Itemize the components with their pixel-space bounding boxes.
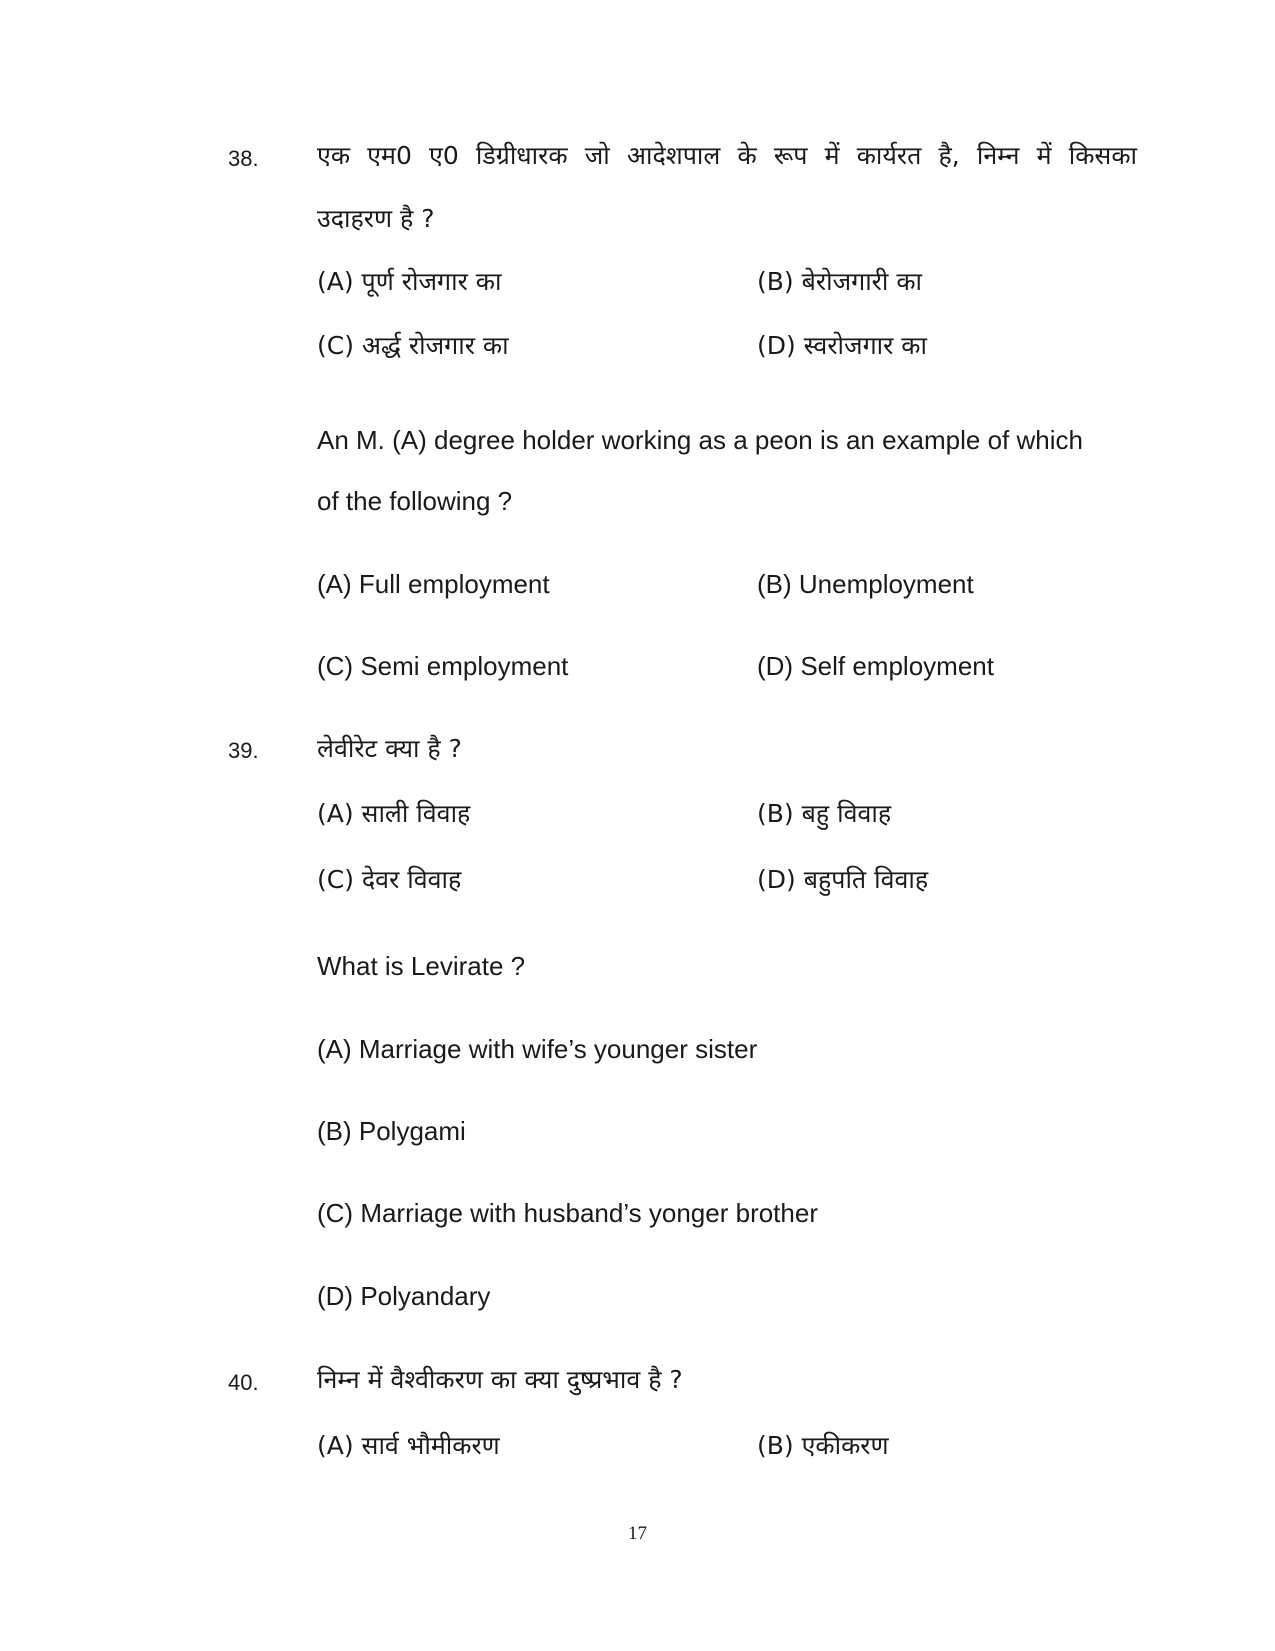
- question-number: 39.: [228, 738, 259, 763]
- question-39-hindi-stem: लेवीरेट क्या है ?: [317, 734, 462, 763]
- question-38-hindi-option-b: (B) बेरोजगारी का: [757, 267, 923, 296]
- question-38-english-option-c: (C) Semi employment: [317, 651, 569, 681]
- question-39-hindi-option-c: (C) देवर विवाह: [317, 865, 462, 894]
- question-39-english-option-b: (B) Polygami: [317, 1116, 466, 1146]
- question-39-hindi-option-a: (A) साली विवाह: [317, 799, 471, 828]
- question-38-hindi-option-d: (D) स्वरोजगार का: [757, 331, 927, 360]
- question-38-hindi-line-2: उदाहरण है ?: [317, 204, 435, 233]
- question-38-english-line-1: An M. (A) degree holder working as a peon is an example of which: [317, 425, 1083, 455]
- question-40-hindi-option-b: (B) एकीकरण: [757, 1431, 889, 1460]
- question-39-english-stem: What is Levirate ?: [317, 951, 526, 981]
- question-38-english-line-2: of the following ?: [317, 486, 513, 516]
- question-39-hindi-option-b: (B) बहु विवाह: [757, 799, 892, 828]
- question-38-english-option-a: (A) Full employment: [317, 569, 550, 599]
- question-number: 40.: [228, 1370, 259, 1395]
- question-number: 38.: [228, 146, 259, 171]
- question-40-hindi-stem: निम्न में वैश्वीकरण का क्या दुष्प्रभाव है ?: [317, 1365, 683, 1394]
- question-38-hindi-option-c: (C) अर्द्ध रोजगार का: [317, 331, 509, 360]
- question-39-english-option-d: (D) Polyandary: [317, 1281, 491, 1311]
- question-38-english-option-b: (B) Unemployment: [757, 569, 974, 599]
- question-39-english-option-a: (A) Marriage with wife’s younger sister: [317, 1034, 758, 1064]
- page-number: 17: [628, 1523, 647, 1544]
- question-39-hindi-option-d: (D) बहुपति विवाह: [757, 865, 929, 894]
- question-39-english-option-c: (C) Marriage with husband’s yonger brother: [317, 1198, 818, 1228]
- question-40-hindi-option-a: (A) सार्व भौमीकरण: [317, 1431, 500, 1460]
- question-38-english-option-d: (D) Self employment: [757, 651, 994, 681]
- question-38-hindi-option-a: (A) पूर्ण रोजगार का: [317, 267, 502, 296]
- question-38-hindi-line-1: एक एम0 ए0 डिग्रीधारक जो आदेशपाल के रूप में कार्यरत है, निम्न में किसका: [317, 141, 1137, 170]
